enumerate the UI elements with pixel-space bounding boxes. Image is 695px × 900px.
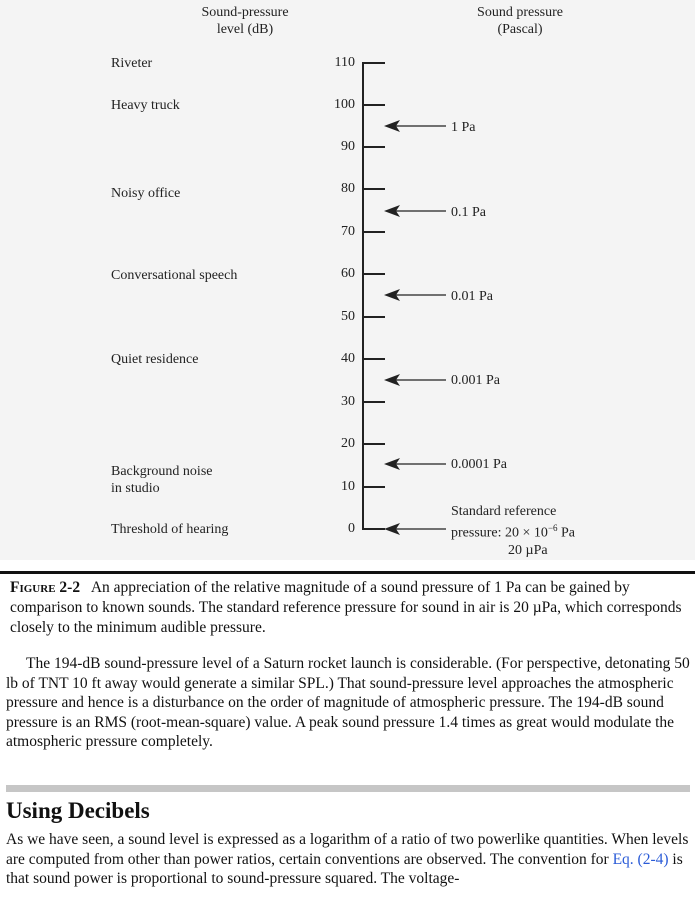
arrow-left-icon [384, 204, 446, 218]
scale-tick [362, 231, 385, 233]
scale-value: 20 [341, 436, 355, 451]
scale-tick [362, 188, 385, 190]
body-paragraph: The 194-dB sound-pressure level of a Saturn rocket launch is considerable. (For perspective, detonating 50 lb of TNT 10 ft away would generate a similar SPL.) That sound-pressure level approaches the atmospheric pressure and hence is a disturbance on the order of magnitude of atmospheric pressure. The 194-dB sound pressure is an RMS (root-mean-square) value. A peak sound pressure 1.4 times as great would modulate the atmospheric pressure completely. [6, 655, 690, 750]
scale-value: 80 [341, 181, 355, 196]
pressure-label: 0.001 Pa [451, 373, 500, 388]
scale-tick [362, 358, 385, 360]
scale-value: 60 [341, 266, 355, 281]
source-label-background-noise: Background noise in studio [111, 464, 213, 496]
scale-tick [362, 104, 385, 106]
section-paragraph: As we have seen, a sound level is expressed as a logarithm of a ratio of two powerlike quantities. When levels are computed from other than power ratios, certain conventions are observed. The convention for Eq. (2-4) is that sound power is proportional to sound-pressure squared. The voltage- [6, 831, 689, 887]
source-label-threshold-of-hearing: Threshold of hearing [111, 522, 229, 537]
scale-tick [362, 146, 385, 148]
right-column-header: Sound pressure (Pascal) [477, 5, 563, 37]
pressure-label: 0.1 Pa [451, 205, 486, 220]
left-column-header: Sound-pressure level (dB) [201, 5, 289, 37]
pressure-label: 0.01 Pa [451, 289, 493, 304]
caption-label: Figure [10, 579, 56, 596]
scale-axis-line [362, 62, 364, 530]
figure-caption [10, 578, 690, 638]
scale-tick [362, 401, 385, 403]
source-label-noisy-office: Noisy office [111, 186, 181, 201]
scale-tick [362, 62, 385, 64]
caption-rule [0, 571, 695, 574]
arrow-left-icon [384, 457, 446, 471]
section-heading: Using Decibels [6, 798, 150, 823]
arrow-left-icon [384, 119, 446, 133]
source-label-riveter: Riveter [111, 56, 153, 71]
reference-pressure-label: Standard reference pressure: $20 \times 10^{-6}$ Pa 20 µPa [451, 504, 576, 558]
scale-value: 100 [334, 97, 355, 112]
arrow-left-icon [384, 522, 446, 536]
source-label-quiet-residence: Quiet residence [111, 352, 199, 367]
scale-tick [362, 273, 385, 275]
source-label-conversational-speech: Conversational speech [111, 268, 238, 283]
scale-value: 110 [334, 55, 355, 70]
caption-text: An appreciation of the relative magnitude of a sound pressure of 1 Pa can be gained by comparison to known sounds. The standard reference pressure for sound in air is 20 µPa, which corresponds closely to the minimum audible pressure. [10, 579, 682, 636]
scale-tick [362, 443, 385, 445]
pressure-label: 0.0001 Pa [451, 457, 507, 472]
source-label-heavy-truck: Heavy truck [111, 98, 180, 113]
scale-value: 10 [341, 479, 355, 494]
caption-number: 2-2 [59, 579, 81, 596]
arrow-left-icon [384, 288, 446, 302]
scale-tick [362, 528, 385, 530]
scale-tick [362, 486, 385, 488]
arrow-left-icon [384, 373, 446, 387]
scale-value: 90 [341, 139, 355, 154]
pressure-label: 1 Pa [451, 120, 476, 135]
scale-value: 30 [341, 394, 355, 409]
scale-value: 70 [341, 224, 355, 239]
section-divider [6, 785, 690, 792]
scale-value: 40 [341, 351, 355, 366]
scale-tick [362, 316, 385, 318]
equation-link[interactable]: Eq. (2-4) [612, 850, 669, 868]
scale-value: 0 [348, 521, 355, 536]
scale-value: 50 [341, 309, 355, 324]
